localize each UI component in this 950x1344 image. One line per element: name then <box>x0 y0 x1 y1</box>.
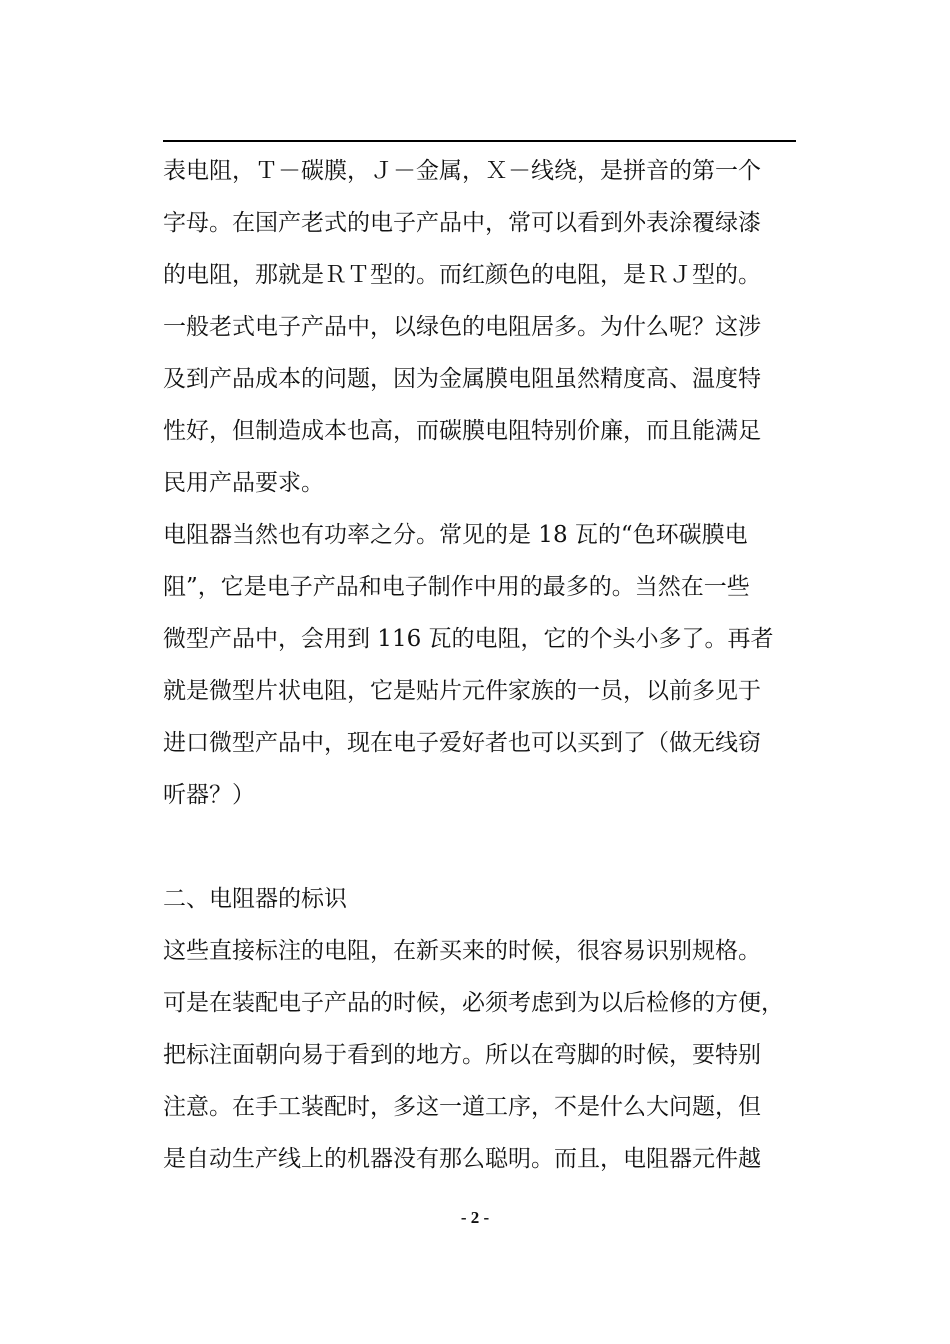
text-line: 阻”，它是电子产品和电子制作中用的最多的。当然在一些 <box>163 574 750 600</box>
paragraph-2 <box>163 509 803 821</box>
header-rule <box>163 140 796 142</box>
text-line: 性好，但制造成本也高，而碳膜电阻特别价廉，而且能满足 <box>163 418 761 444</box>
blank-line <box>163 821 803 873</box>
text-line: 是自动生产线上的机器没有那么聪明。而且，电阻器元件越 <box>163 1146 761 1172</box>
text-line: 微型产品中，会用到 116 瓦的电阻，它的个头小多了。再者 <box>163 626 774 652</box>
text-line: 进口微型产品中，现在电子爱好者也可以买到了（做无线窃 <box>163 730 761 756</box>
text-line: 电阻器当然也有功率之分。常见的是 18 瓦的“色环碳膜电 <box>163 522 748 548</box>
text-line: 的电阻，那就是ＲＴ型的。而红颜色的电阻，是ＲＪ型的。 <box>163 262 761 288</box>
text-line: 民用产品要求。 <box>163 470 324 496</box>
text-line: 字母。在国产老式的电子产品中，常可以看到外表涂覆绿漆 <box>163 210 761 236</box>
text-line: 听器？） <box>163 782 255 808</box>
page-number: - 2 - <box>460 1208 490 1227</box>
text-line: 这些直接标注的电阻，在新买来的时候，很容易识别规格。 <box>163 938 761 964</box>
document-body <box>163 145 803 1185</box>
paragraph-3 <box>163 925 803 1185</box>
paragraph-1 <box>163 145 803 509</box>
text-line: 把标注面朝向易于看到的地方。所以在弯脚的时候，要特别 <box>163 1042 761 1068</box>
text-line: 可是在装配电子产品的时候，必须考虑到为以后检修的方便， <box>163 990 784 1016</box>
text-line: 注意。在手工装配时，多这一道工序，不是什么大问题，但 <box>163 1094 761 1120</box>
text-line: 表电阻，Ｔ－碳膜，Ｊ－金属，Ｘ－线绕，是拼音的第一个 <box>163 158 761 184</box>
text-line: 及到产品成本的问题，因为金属膜电阻虽然精度高、温度特 <box>163 366 761 392</box>
section-heading: 二、电阻器的标识 <box>163 886 347 912</box>
text-line: 一般老式电子产品中，以绿色的电阻居多。为什么呢？这涉 <box>163 314 761 340</box>
text-line: 就是微型片状电阻，它是贴片元件家族的一员，以前多见于 <box>163 678 761 704</box>
